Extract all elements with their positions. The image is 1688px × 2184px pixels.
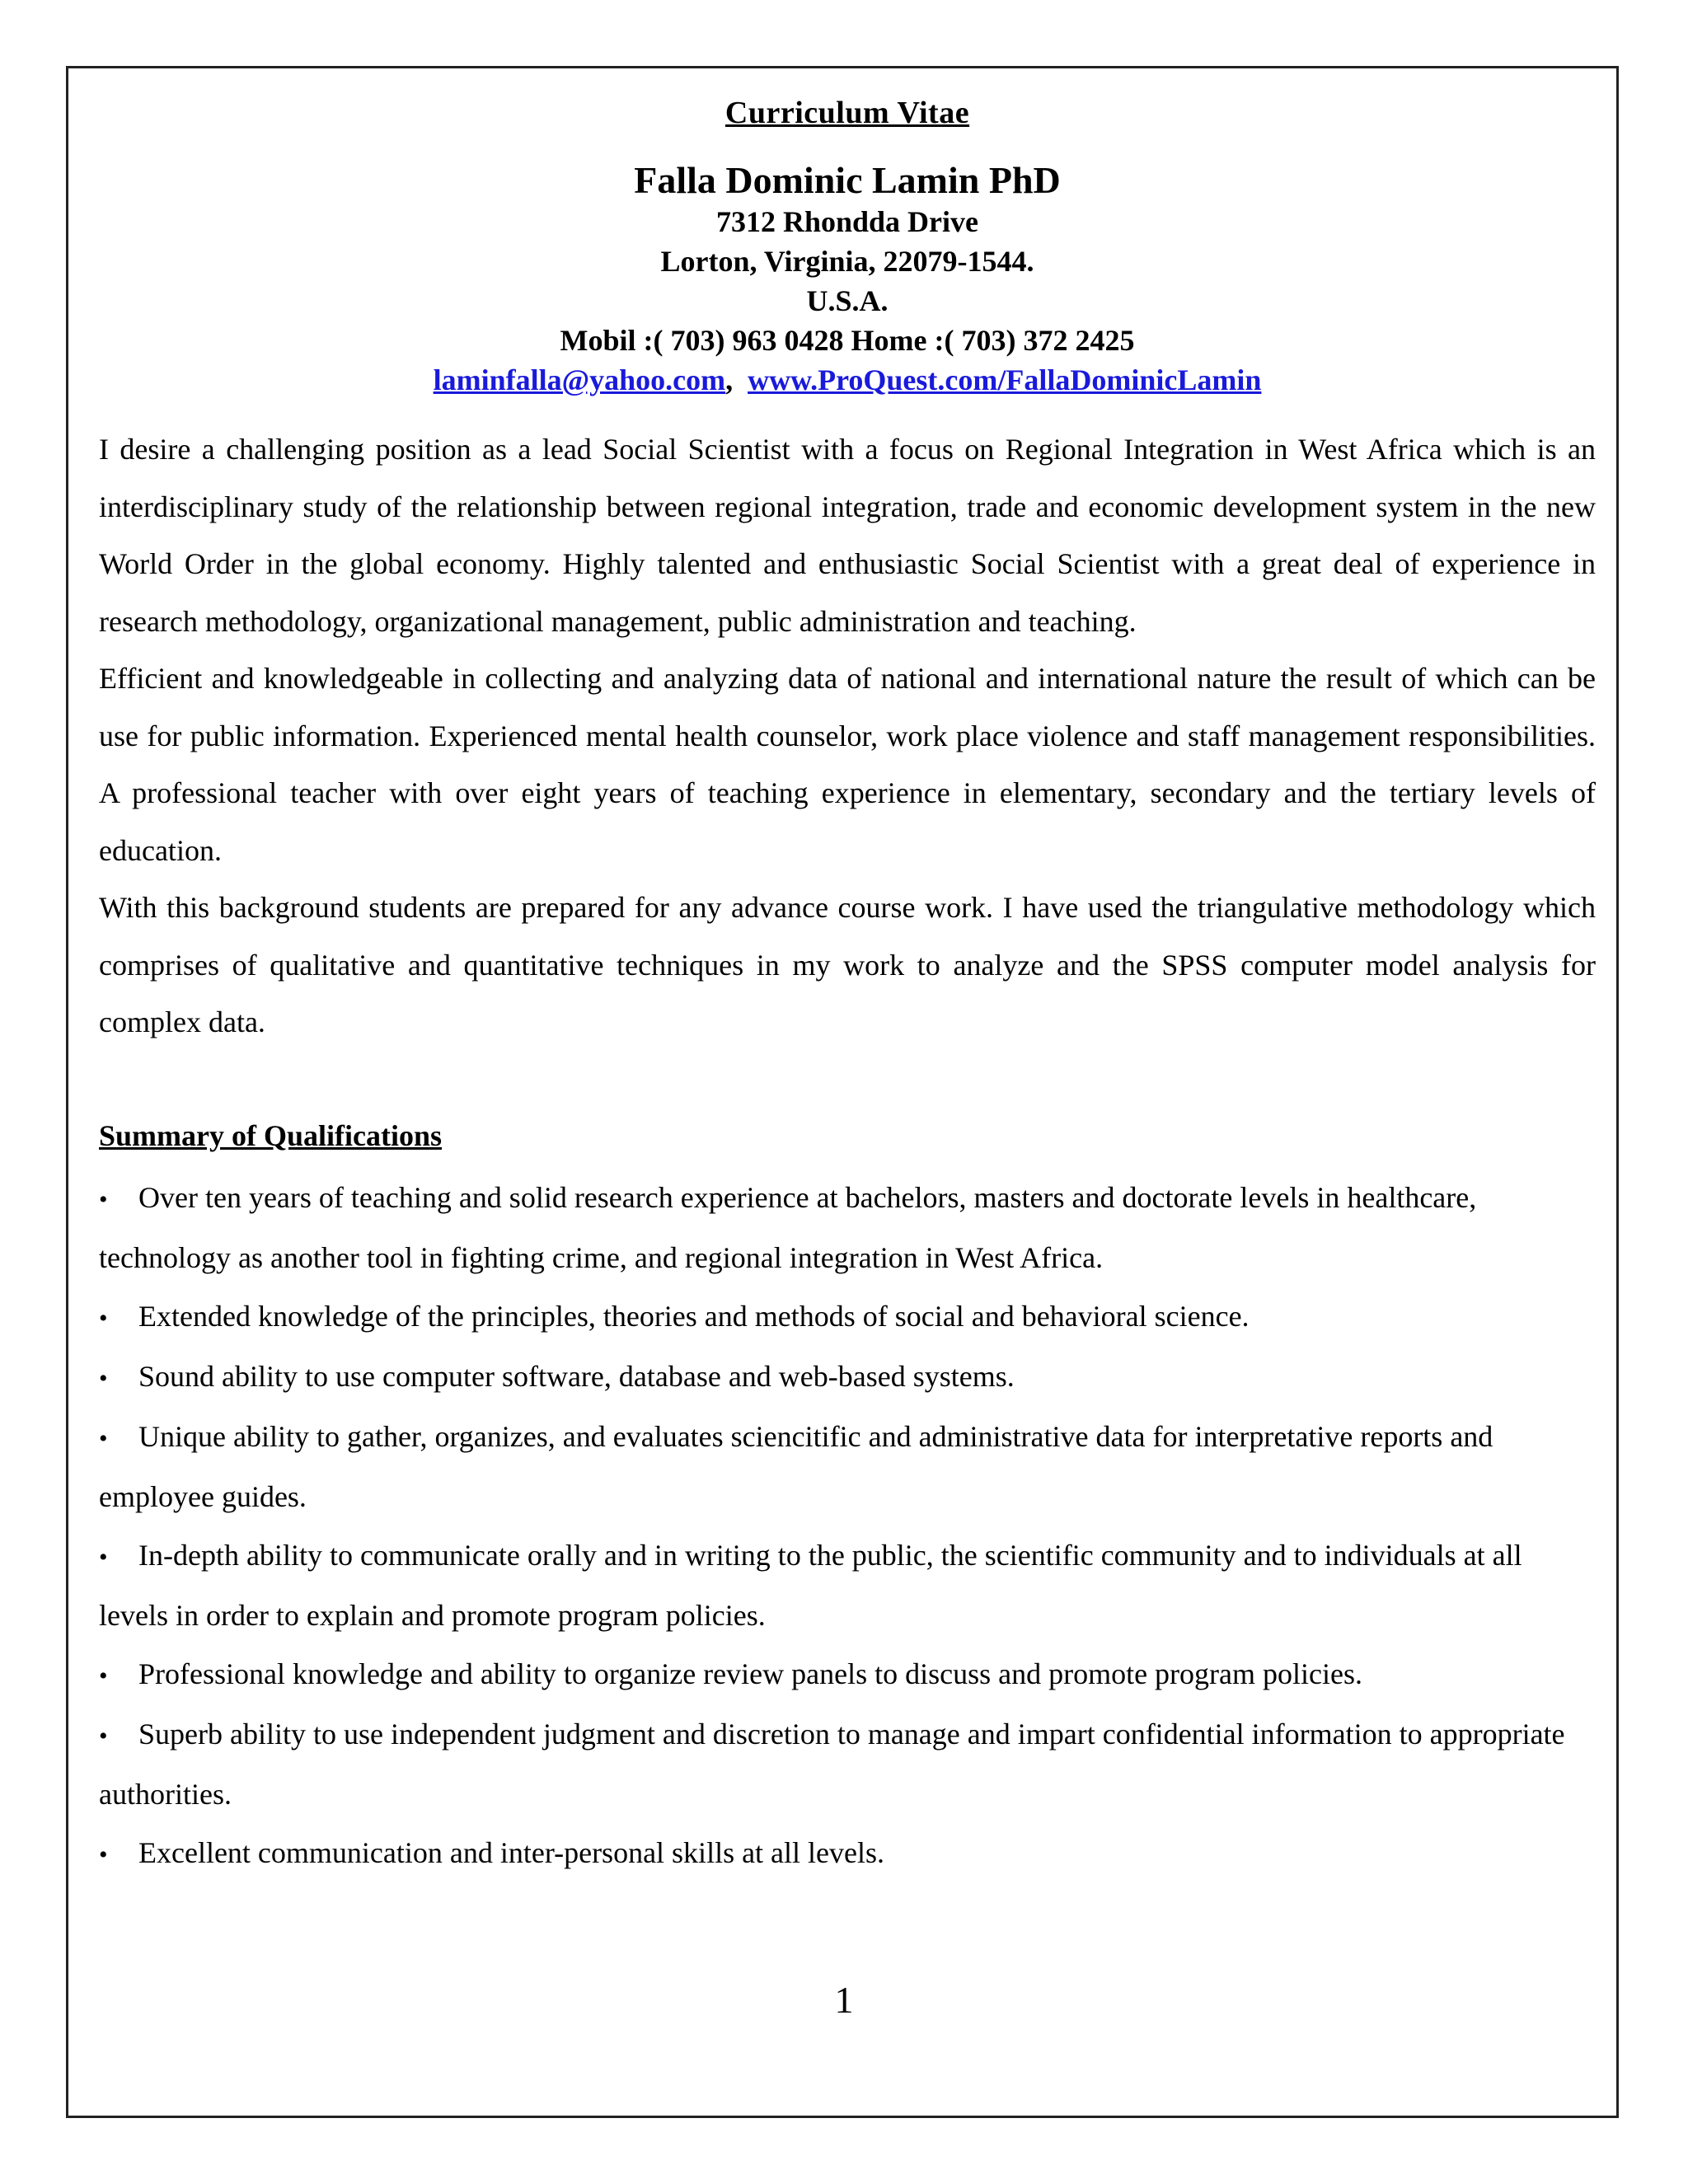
- list-item: [99, 1287, 1596, 1347]
- qualification-text: Sound ability to use computer software, database and web-based systems.: [138, 1359, 1015, 1393]
- document-title: Curriculum Vitae: [724, 96, 970, 130]
- bullet-icon: •: [99, 1661, 108, 1690]
- phone-numbers: Mobil :( 703) 963 0428 Home :( 703) 372 2425: [560, 324, 1135, 357]
- bullet-icon: •: [99, 1364, 108, 1392]
- list-item: [99, 1347, 1596, 1408]
- contact-links: [99, 360, 1596, 400]
- objective-paragraph: I desire a challenging position as a lead Social Scientist with a focus on Regional Integration in West Africa which is an interdisciplinary study of the relationship between regional integration, trade and economic development system in the new World Order in the global economy. Highly talented and enthusiastic Social Scientist with a great deal of experience in research methodology, organizational management, public administration and teaching.: [99, 433, 1596, 638]
- title-wrapper: [99, 95, 1596, 131]
- methodology-paragraph: With this background students are prepared for any advance course work. I have used the triangulative methodology which comprises of qualitative and quantitative techniques in my work to analyze and the SPSS computer model analysis for complex data.: [99, 891, 1596, 1038]
- bullet-icon: •: [99, 1722, 108, 1750]
- bullet-icon: •: [99, 1304, 108, 1332]
- address-street: 7312 Rhondda Drive: [715, 205, 979, 238]
- list-item: [99, 1705, 1596, 1824]
- list-item: [99, 1645, 1596, 1705]
- bullet-icon: •: [99, 1543, 108, 1571]
- bullet-icon: •: [99, 1424, 108, 1452]
- bullet-icon: •: [99, 1840, 108, 1868]
- page-number: 1: [834, 1979, 854, 2021]
- list-item: [99, 1408, 1596, 1526]
- header-block: [99, 95, 1596, 400]
- link-separator: ,: [725, 363, 734, 396]
- qualification-text: Professional knowledge and ability to organize review panels to discuss and promote program policies.: [138, 1657, 1362, 1690]
- qualifications-list: [99, 1169, 1596, 1884]
- candidate-name: Falla Dominic Lamin PhD: [634, 159, 1061, 201]
- list-item: [99, 1526, 1596, 1645]
- list-item: [99, 1169, 1596, 1287]
- address-city: Lorton, Virginia, 22079-1544.: [660, 245, 1034, 278]
- qualification-text: Excellent communication and inter-personal skills at all levels.: [138, 1835, 885, 1869]
- qualification-text: Over ten years of teaching and solid research experience at bachelors, masters and doctorate levels in healthcare, technology as another tool in fighting crime, and regional integration in West Africa.: [99, 1180, 1477, 1274]
- qualification-text: Superb ability to use independent judgment and discretion to manage and impart confidential information to appropriate authorities.: [99, 1717, 1565, 1811]
- qualification-text: In-depth ability to communicate orally and in writing to the public, the scientific community and to individuals at all levels in order to explain and promote program policies.: [99, 1538, 1522, 1632]
- qualification-text: Unique ability to gather, organizes, and evaluates sciencitific and administrative data for interpretative reports and employee guides.: [99, 1419, 1493, 1513]
- document-body: [99, 95, 1596, 1884]
- website-link[interactable]: www.ProQuest.com/FallaDominicLamin: [748, 363, 1262, 396]
- bullet-icon: •: [99, 1185, 108, 1213]
- experience-paragraph: Efficient and knowledgeable in collecting and analyzing data of national and international nature the result of which can be use for public information. Experienced mental health counselor, work place violence and staff management responsibilities. A professional teacher with over eight years of teaching experience in elementary, secondary and the tertiary levels of education.: [99, 662, 1596, 867]
- email-link[interactable]: laminfalla@yahoo.com: [433, 363, 726, 396]
- address-country: U.S.A.: [806, 284, 889, 317]
- qualification-text: Extended knowledge of the principles, theories and methods of social and behavioral science.: [138, 1299, 1250, 1333]
- list-item: [99, 1824, 1596, 1884]
- summary-heading: Summary of Qualifications: [99, 1118, 443, 1152]
